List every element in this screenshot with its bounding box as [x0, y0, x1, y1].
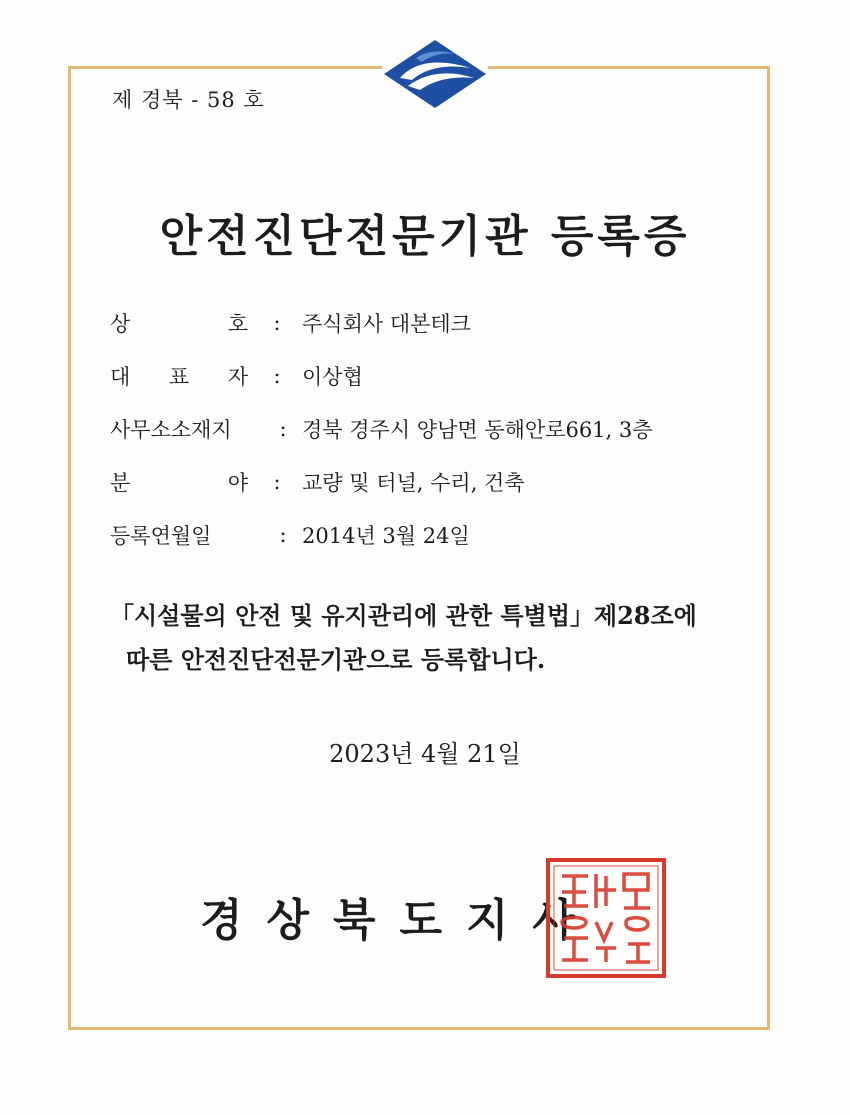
issuer-name: 경상북도지사: [200, 895, 600, 946]
field-label-office-address: 사무소소재지: [110, 417, 232, 442]
issue-date: 2023년 4월 21일: [329, 740, 521, 768]
field-row-representative: [110, 349, 770, 402]
statement-line-1: 「시설물의 안전 및 유지관리에 관한 특별법」제28조에: [110, 601, 697, 630]
registration-fields: [110, 296, 770, 561]
field-colon: :: [273, 363, 281, 388]
field-label-registration-date: 등록연월일: [110, 523, 212, 548]
field-colon: :: [273, 310, 281, 335]
field-row-company: [110, 296, 770, 349]
field-value-representative: 이상협: [302, 364, 363, 389]
field-colon: :: [279, 416, 287, 441]
gyeongbuk-emblem-icon: [382, 38, 488, 110]
field-value-office-address: 경북 경주시 양남면 동해안로661, 3층: [302, 417, 653, 442]
field-label-company: 상 호: [110, 311, 248, 336]
field-label-representative: 대 표 자: [110, 364, 248, 389]
registration-statement: [110, 594, 750, 682]
field-value-registration-date: 2014년 3월 24일: [302, 523, 470, 548]
field-colon: :: [279, 522, 287, 547]
field-row-office-address: [110, 402, 770, 455]
registration-number: 제 경북 - 58 호: [112, 88, 265, 112]
field-row-registration-date: [110, 508, 770, 561]
official-seal-icon: [544, 856, 668, 980]
statement-line-2: 따른 안전진단전문기관으로 등록합니다.: [126, 645, 546, 674]
field-colon: :: [273, 469, 281, 494]
field-row-field: [110, 455, 770, 508]
document-title: 안전진단전문기관 등록증: [159, 211, 691, 262]
field-value-field: 교량 및 터널, 수리, 건축: [302, 470, 525, 495]
field-label-field: 분 야: [110, 470, 248, 495]
field-value-company: 주식회사 대본테크: [302, 311, 471, 336]
